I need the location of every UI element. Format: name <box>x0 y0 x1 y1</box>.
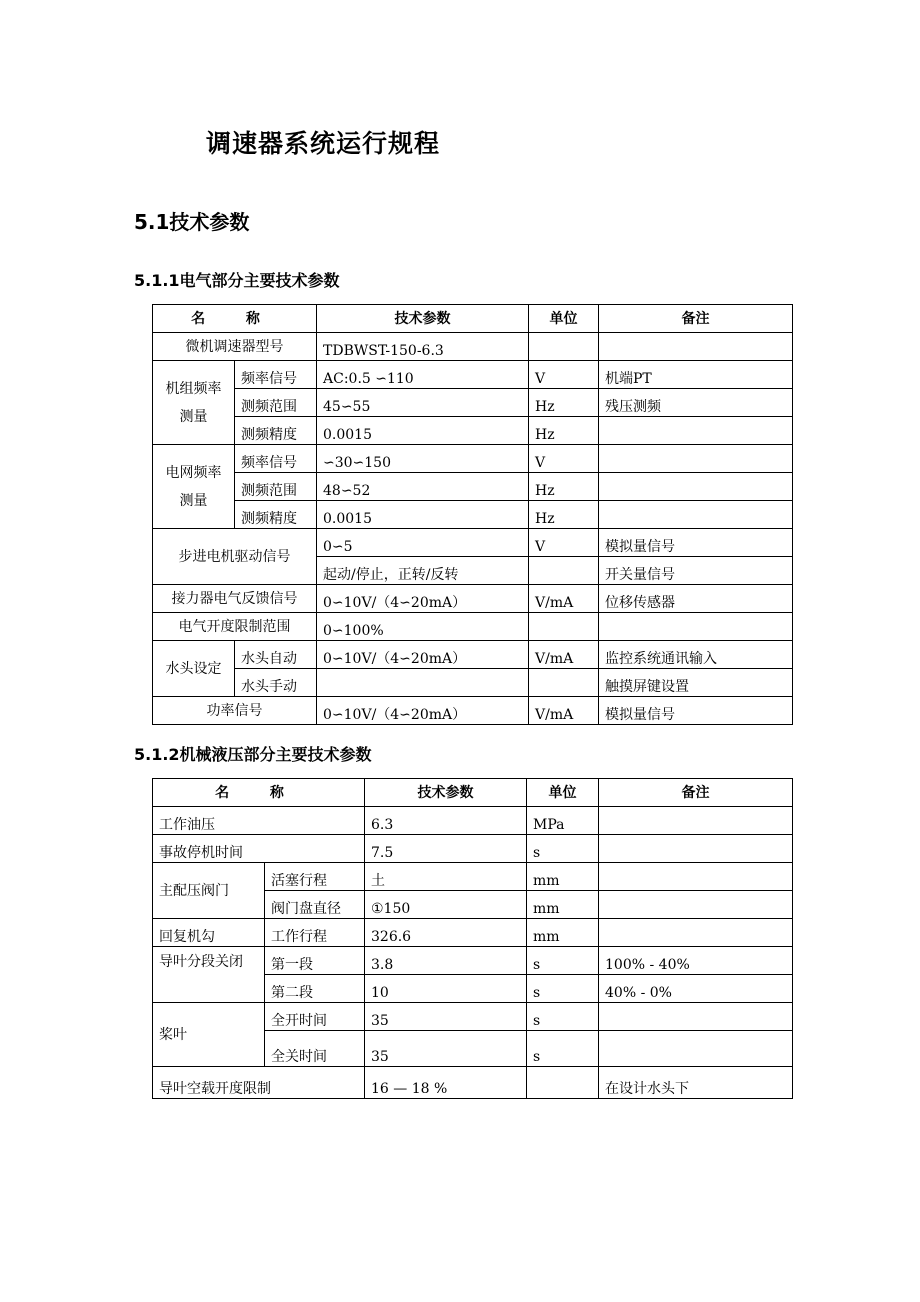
document-title: 调速器系统运行规程 <box>206 129 441 158</box>
cell-name: 回复机勾 <box>153 919 265 947</box>
cell-param: 3.8 <box>365 947 527 975</box>
table-row <box>153 669 793 697</box>
cell-note <box>599 919 793 947</box>
table-row <box>153 697 793 725</box>
cell-note: 模拟量信号 <box>599 697 793 725</box>
group-cell: 电网频率测量 <box>153 445 235 529</box>
cell-unit: V <box>529 361 599 389</box>
cell-unit: V <box>529 529 599 557</box>
cell-unit: s <box>527 835 599 863</box>
subsection-heading-mechanical: 5.1.2机械液压部分主要技术参数 <box>134 745 372 764</box>
table-row <box>153 1003 793 1031</box>
header-note: 备注 <box>599 779 793 807</box>
cell-name: 功率信号 <box>153 697 317 725</box>
cell-unit: s <box>527 947 599 975</box>
table-row <box>153 947 793 975</box>
cell-param: 35 <box>365 1003 527 1031</box>
cell-note <box>599 835 793 863</box>
cell-unit <box>529 613 599 641</box>
cell-sub: 活塞行程 <box>265 863 365 891</box>
cell-note: 位移传感器 <box>599 585 793 613</box>
cell-unit <box>527 1067 599 1099</box>
cell-unit: mm <box>527 891 599 919</box>
cell-note <box>599 473 793 501</box>
cell-unit: s <box>527 975 599 1003</box>
cell-param: 45∽55 <box>317 389 529 417</box>
cell-param: 0∽10V/（4∽20mA） <box>317 641 529 669</box>
header-param: 技术参数 <box>317 305 529 333</box>
cell-unit <box>529 333 599 361</box>
cell-note: 模拟量信号 <box>599 529 793 557</box>
cell-sub: 第一段 <box>265 947 365 975</box>
cell-param: AC:0.5 ∽110 <box>317 361 529 389</box>
cell-note: 触摸屏键设置 <box>599 669 793 697</box>
group-cell: 步进电机驱动信号 <box>153 529 317 585</box>
cell-note <box>599 501 793 529</box>
cell-unit: Hz <box>529 417 599 445</box>
cell-sub: 测频范围 <box>235 389 317 417</box>
table-row <box>153 919 793 947</box>
table-row <box>153 1067 793 1099</box>
table-row <box>153 333 793 361</box>
cell-sub: 频率信号 <box>235 445 317 473</box>
cell-sub: 测频精度 <box>235 501 317 529</box>
cell-param: 0.0015 <box>317 501 529 529</box>
cell-name: 电气开度限制范围 <box>153 613 317 641</box>
table-row <box>153 473 793 501</box>
cell-note <box>599 417 793 445</box>
cell-param: 326.6 <box>365 919 527 947</box>
cell-note <box>599 807 793 835</box>
cell-unit: mm <box>527 919 599 947</box>
group-cell: 导叶分段关闭 <box>153 947 265 1003</box>
cell-unit: Hz <box>529 389 599 417</box>
electrical-params-table <box>152 304 793 725</box>
cell-note <box>599 1003 793 1031</box>
cell-param: 土 <box>365 863 527 891</box>
group-cell: 水头设定 <box>153 641 235 697</box>
header-name: 名 称 <box>153 779 365 807</box>
cell-sub: 阀门盘直径 <box>265 891 365 919</box>
table-row <box>153 361 793 389</box>
cell-sub: 频率信号 <box>235 361 317 389</box>
cell-sub: 水头自动 <box>235 641 317 669</box>
group-cell: 主配压阀门 <box>153 863 265 919</box>
table-row <box>153 585 793 613</box>
cell-note <box>599 863 793 891</box>
group-cell: 桨叶 <box>153 1003 265 1067</box>
table-row <box>153 835 793 863</box>
cell-note <box>599 1031 793 1067</box>
cell-note <box>599 333 793 361</box>
group-cell: 机组频率测量 <box>153 361 235 445</box>
cell-sub: 工作行程 <box>265 919 365 947</box>
cell-param: 10 <box>365 975 527 1003</box>
cell-note: 在设计水头下 <box>599 1067 793 1099</box>
cell-param: 35 <box>365 1031 527 1067</box>
cell-param: 0∽100% <box>317 613 529 641</box>
cell-note: 40% - 0% <box>599 975 793 1003</box>
cell-unit: V <box>529 445 599 473</box>
cell-param: 6.3 <box>365 807 527 835</box>
header-param: 技术参数 <box>365 779 527 807</box>
cell-unit: V/mA <box>529 641 599 669</box>
cell-unit: mm <box>527 863 599 891</box>
cell-note: 残压测频 <box>599 389 793 417</box>
cell-param <box>317 669 529 697</box>
cell-name: 工作油压 <box>153 807 365 835</box>
table-row <box>153 807 793 835</box>
subsection-heading-electrical: 5.1.1电气部分主要技术参数 <box>134 271 340 290</box>
cell-name: 导叶空载开度限制 <box>153 1067 365 1099</box>
cell-unit: Hz <box>529 501 599 529</box>
cell-note: 机端PT <box>599 361 793 389</box>
cell-param: 起动/停止，正转/反转 <box>317 557 529 585</box>
cell-param: 7.5 <box>365 835 527 863</box>
table-header-row <box>153 779 793 807</box>
table-row <box>153 389 793 417</box>
cell-param: ∽30∽150 <box>317 445 529 473</box>
table-row <box>153 613 793 641</box>
cell-name: 事故停机时间 <box>153 835 365 863</box>
header-unit: 单位 <box>527 779 599 807</box>
table-header-row <box>153 305 793 333</box>
cell-unit: Hz <box>529 473 599 501</box>
cell-param: 0.0015 <box>317 417 529 445</box>
cell-note: 监控系统通讯输入 <box>599 641 793 669</box>
table-row <box>153 641 793 669</box>
cell-param: ①150 <box>365 891 527 919</box>
header-note: 备注 <box>599 305 793 333</box>
table-row <box>153 417 793 445</box>
cell-sub: 水头手动 <box>235 669 317 697</box>
cell-sub: 全关时间 <box>265 1031 365 1067</box>
cell-sub: 测频范围 <box>235 473 317 501</box>
cell-unit: V/mA <box>529 697 599 725</box>
cell-sub: 测频精度 <box>235 417 317 445</box>
cell-unit: MPa <box>527 807 599 835</box>
table-row <box>153 529 793 557</box>
cell-param: 0∽10V/（4∽20mA） <box>317 697 529 725</box>
cell-note <box>599 891 793 919</box>
cell-note: 100% - 40% <box>599 947 793 975</box>
header-unit: 单位 <box>529 305 599 333</box>
header-name: 名 称 <box>153 305 317 333</box>
cell-note <box>599 445 793 473</box>
cell-param: 0∽5 <box>317 529 529 557</box>
cell-sub: 全开时间 <box>265 1003 365 1031</box>
cell-name: 微机调速器型号 <box>153 333 317 361</box>
table-row <box>153 501 793 529</box>
cell-param: 48∽52 <box>317 473 529 501</box>
cell-unit: s <box>527 1031 599 1067</box>
cell-unit: s <box>527 1003 599 1031</box>
cell-unit: V/mA <box>529 585 599 613</box>
cell-sub: 第二段 <box>265 975 365 1003</box>
mechanical-params-table <box>152 778 793 1099</box>
cell-param: 16 — 18 % <box>365 1067 527 1099</box>
cell-name: 接力器电气反馈信号 <box>153 585 317 613</box>
cell-param: TDBWST-150-6.3 <box>317 333 529 361</box>
table-row <box>153 863 793 891</box>
section-heading: 5.1技术参数 <box>134 210 250 234</box>
cell-unit <box>529 557 599 585</box>
cell-note <box>599 613 793 641</box>
cell-param: 0∽10V/（4∽20mA） <box>317 585 529 613</box>
cell-unit <box>529 669 599 697</box>
table-row <box>153 445 793 473</box>
cell-note: 开关量信号 <box>599 557 793 585</box>
